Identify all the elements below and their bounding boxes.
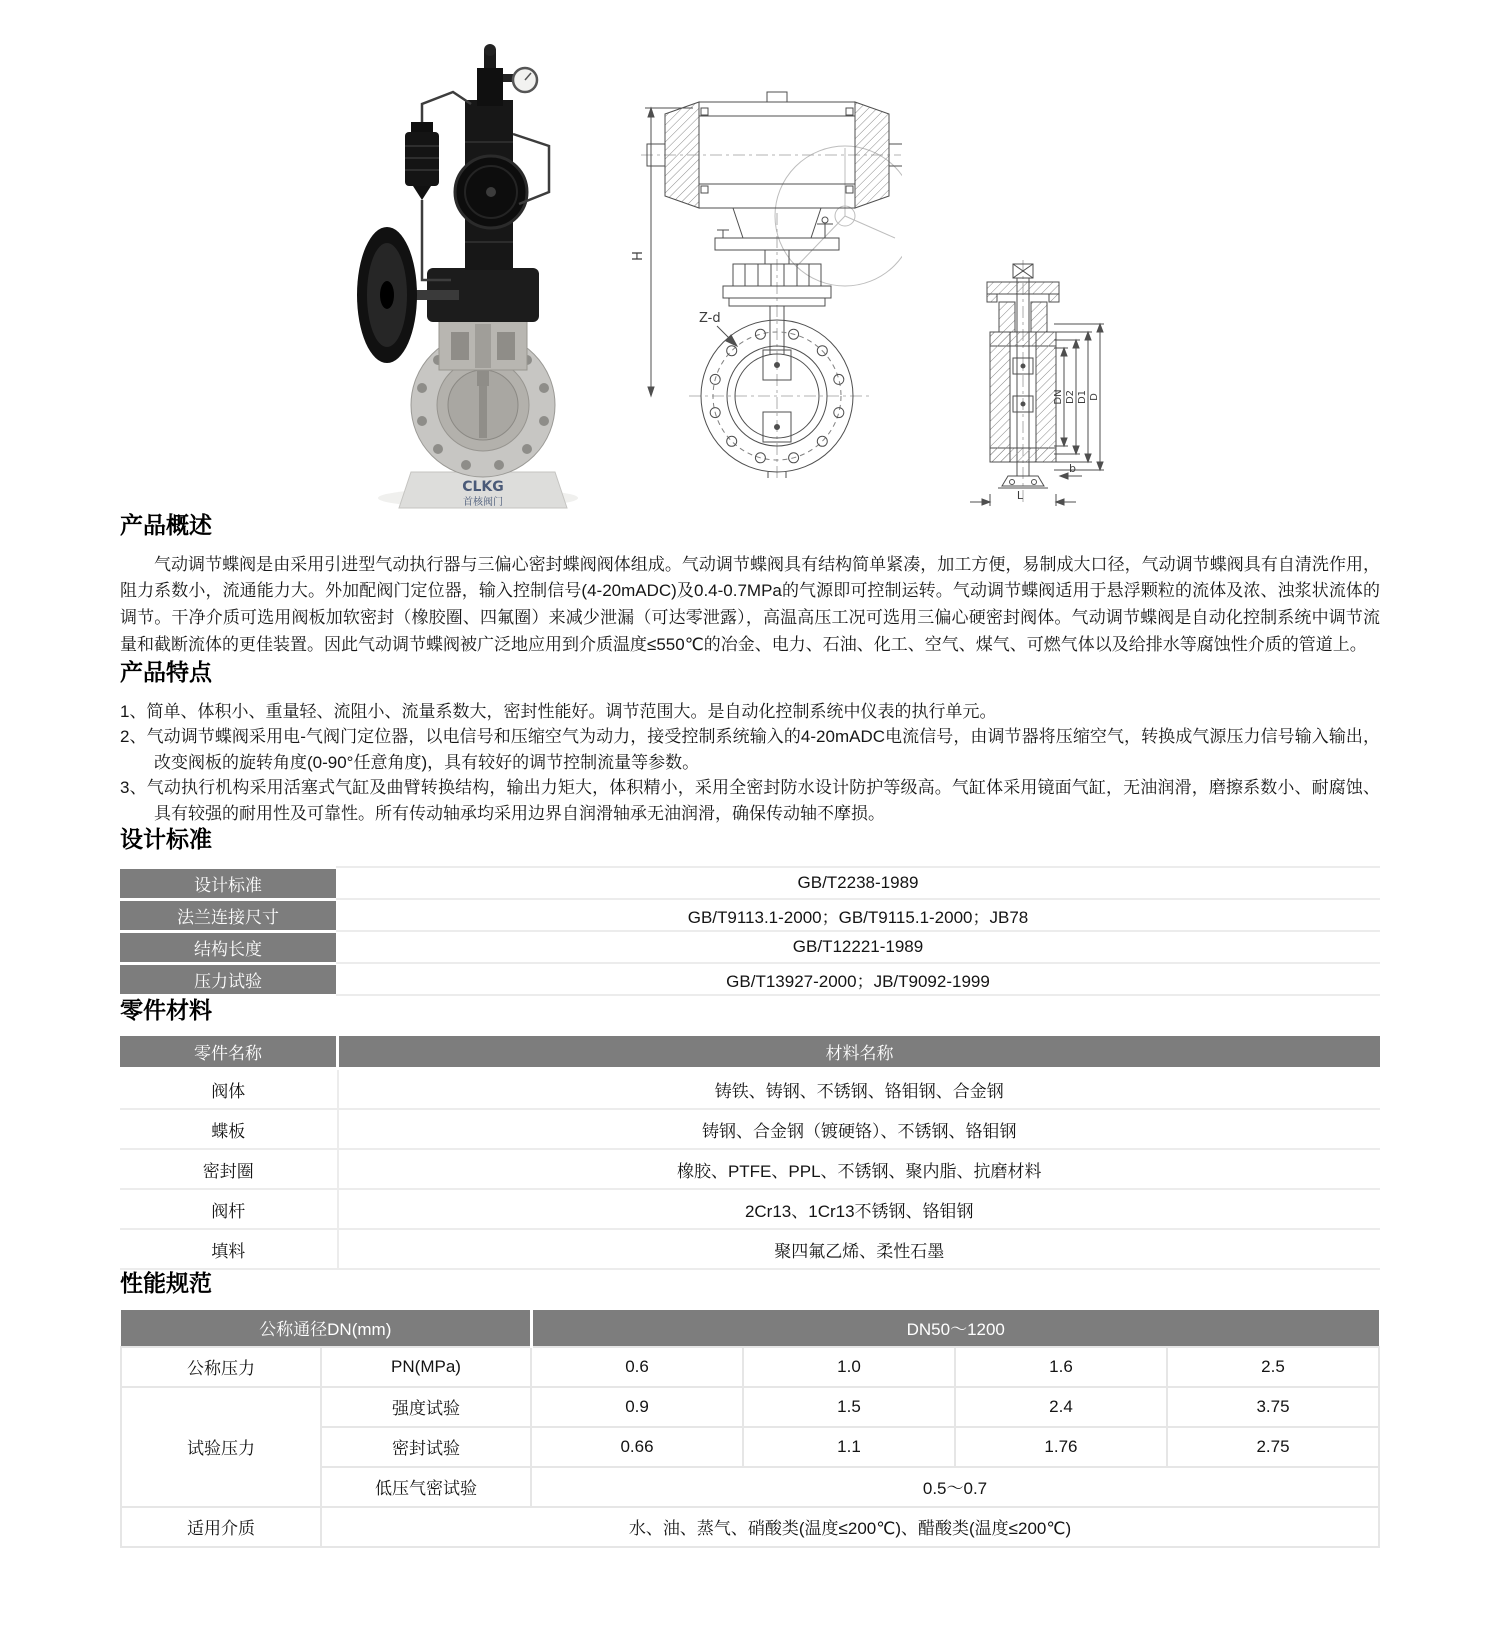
dim-label-d: D xyxy=(1088,393,1100,401)
value-cell: 1.1 xyxy=(743,1427,955,1467)
value-cell: 0.6 xyxy=(531,1347,743,1387)
material-name: 铸钢、合金钢（镀硬铬）、不锈钢、铬钼钢 xyxy=(338,1109,1381,1149)
filter-regulator xyxy=(477,44,517,106)
feature-item: 1、简单、体积小、重量轻、流阻小、流量系数大，密封性能好。调节范围大。是自动化控制系统中仪表的执行单元。 xyxy=(120,701,997,721)
standard-label: 设计标准 xyxy=(120,867,336,899)
row-label: 试验压力 xyxy=(121,1387,321,1507)
pilot-regulator xyxy=(405,122,439,200)
value-cell: 2.5 xyxy=(1167,1347,1379,1387)
standard-value: GB/T12221-1989 xyxy=(336,931,1380,963)
table-row xyxy=(120,1229,1380,1269)
features-title: 产品特点 xyxy=(120,659,212,686)
row-sub-label: 密封试验 xyxy=(321,1427,531,1467)
dim-label-l: L xyxy=(1016,489,1023,502)
dimension-zd-leader xyxy=(717,326,737,346)
table-row xyxy=(121,1387,1379,1427)
table-row xyxy=(120,1069,1380,1110)
table-row xyxy=(120,1149,1380,1189)
standard-value: GB/T13927-2000；JB/T9092-1999 xyxy=(336,963,1380,995)
value-cell: 0.5～0.7 xyxy=(531,1467,1379,1507)
part-name: 阀杆 xyxy=(120,1189,338,1229)
feature-item: 3、气动执行机构采用活塞式气缸及曲臂转换结构，输出力矩大，体积精小，采用全密封防水设计防护等级高。气缸体采用镜面气缸，无油润滑，磨擦系数小、耐腐蚀、具有较强的耐用性及可靠性。所有传动轴承均采用边界自润滑轴承无油润滑，确保传动轴不摩损。 xyxy=(120,778,1380,823)
dim-label-b: b xyxy=(1068,462,1076,475)
dim-label-zd: Z-d xyxy=(698,311,721,326)
row-label: 适用介质 xyxy=(121,1507,321,1547)
feature-item: 2、气动调节蝶阀采用电-气阀门定位器，以电信号和压缩空气为动力，接受控制系统输入的4-20mADC电流信号，由调节器将压缩空气，转换成气源压力信号输入输出，改变阀板的旋转角度(0-90°任意角度)，具有较好的调节控制流量等参数。 xyxy=(120,727,1380,772)
valve-section-drawing xyxy=(928,254,1108,509)
parts-materials-table xyxy=(120,1036,1380,1270)
standard-label: 压力试验 xyxy=(120,963,336,995)
table-row xyxy=(120,1109,1380,1149)
part-name: 蝶板 xyxy=(120,1109,338,1149)
table-header-row xyxy=(121,1310,1379,1347)
value-cell: 1.6 xyxy=(955,1347,1167,1387)
brand-name-text: 首核阀门 xyxy=(462,497,503,508)
material-name: 铸铁、铸钢、不锈钢、铬钼钢、合金钢 xyxy=(338,1069,1381,1110)
pressure-gauge xyxy=(513,68,537,92)
value-cell: 0.66 xyxy=(531,1427,743,1467)
diameter-header-value: DN50～1200 xyxy=(531,1310,1379,1347)
overview-title: 产品概述 xyxy=(120,512,212,538)
value-cell: 水、油、蒸气、硝酸类(温度≤200℃)、醋酸类(温度≤200℃) xyxy=(321,1507,1379,1547)
pneumatic-cylinder xyxy=(647,92,902,208)
table-row xyxy=(120,931,1380,963)
value-cell: 2.75 xyxy=(1167,1427,1379,1467)
part-name: 填料 xyxy=(120,1229,338,1269)
row-label: 公称压力 xyxy=(121,1347,321,1387)
table-row xyxy=(120,963,1380,995)
table-row xyxy=(121,1507,1379,1547)
part-name: 密封圈 xyxy=(120,1149,338,1189)
table-row xyxy=(120,1189,1380,1229)
column-header-part: 零件名称 xyxy=(120,1036,338,1069)
material-name: 2Cr13、1Cr13不锈钢、铬钼钢 xyxy=(338,1189,1381,1229)
standard-label: 结构长度 xyxy=(120,931,336,963)
overview-paragraph: 气动调节蝶阀是由采用引进型气动执行器与三偏心密封蝶阀阀体组成。气动调节蝶阀具有结构简单紧凑，加工方便，易制成大口径，气动调节蝶阀具有自清洗作用，阻力系数小，流通能力大。外加配阀门定位器，输入控制信号(4-20mADC)及0.4-0.7MPa的气源即可控制运转。气动调节蝶阀适用于悬浮颗粒的流体及浓、浊浆状流体的调节。干净介质可选用阀板加软密封（橡胶圈、四氟圈）来减少泄漏（可达零泄露），高温高压工况可选用三偏心硬密封阀体。气动调节蝶阀是自动化控制系统中调节流量和截断流体的更佳装置。因此气动调节蝶阀被广泛地应用到介质温度≤550℃的冶金、电力、石油、化工、空气、煤气、可燃气体以及给排水等腐蚀性介质的管道上。 xyxy=(120,554,1380,655)
table-row xyxy=(120,867,1380,899)
dim-label-d2: D2 xyxy=(1064,389,1076,405)
design-standards-title: 设计标准 xyxy=(120,826,212,853)
standard-value: GB/T9113.1-2000；GB/T9115.1-2000；JB78 xyxy=(336,899,1380,931)
diameter-header-label: 公称通径DN(mm) xyxy=(121,1310,531,1347)
value-cell: 2.4 xyxy=(955,1387,1167,1427)
table-row xyxy=(121,1347,1379,1387)
standard-value: GB/T2238-1989 xyxy=(336,867,1380,899)
dim-label-dn: DN xyxy=(1052,389,1064,405)
actuator-gearbox xyxy=(413,268,539,322)
product-images-row xyxy=(0,0,1500,512)
positioner-drum xyxy=(455,156,527,228)
value-cell: 1.0 xyxy=(743,1347,955,1387)
standard-label: 法兰连接尺寸 xyxy=(120,899,336,931)
design-standards-table xyxy=(120,866,1380,997)
value-cell: 0.9 xyxy=(531,1387,743,1427)
value-cell: 3.75 xyxy=(1167,1387,1379,1427)
performance-title: 性能规范 xyxy=(120,1270,212,1297)
row-sub-label: 强度试验 xyxy=(321,1387,531,1427)
performance-table xyxy=(120,1310,1380,1548)
value-cell: 1.76 xyxy=(955,1427,1167,1467)
material-name: 橡胶、PTFE、PPL、不锈钢、聚内脂、抗磨材料 xyxy=(338,1149,1381,1189)
valve-product-photo xyxy=(353,42,593,512)
value-cell: 1.5 xyxy=(743,1387,955,1427)
dim-label-d1: D1 xyxy=(1076,389,1088,405)
valve-body-section xyxy=(990,332,1056,462)
brand-logo-text: CLKG xyxy=(461,479,504,495)
row-sub-label: PN(MPa) xyxy=(321,1347,531,1387)
page-content xyxy=(0,512,1500,1548)
table-row xyxy=(120,899,1380,931)
valve-front-drawing xyxy=(617,88,902,478)
dim-label-h: H xyxy=(630,251,646,261)
material-name: 聚四氟乙烯、柔性石墨 xyxy=(338,1229,1381,1269)
column-header-material: 材料名称 xyxy=(338,1036,1381,1069)
part-name: 阀体 xyxy=(120,1069,338,1110)
table-header-row xyxy=(120,1036,1380,1069)
row-sub-label: 低压气密试验 xyxy=(321,1467,531,1507)
handwheel xyxy=(357,227,417,363)
parts-materials-title: 零件材料 xyxy=(120,996,212,1023)
